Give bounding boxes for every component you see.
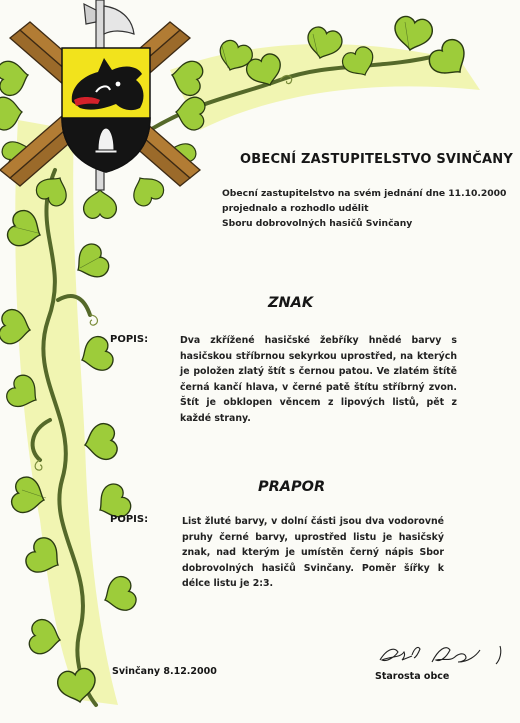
section-label-znak: POPIS: [110,334,149,345]
intro-text [222,186,506,231]
intro-line: projednalo a rozhodlo udělit [222,203,369,214]
section-text-znak: Dva zkřížené hasičské žebříky hnědé barvy s hasičskou stříbrnou sekyrkou uprostřed, na kterých je položen zlatý štít s černou patou. Ve zlatém štítě černá kančí hlava, v černé patě štítu stříbrný zvon. Štít je obklopen věncem z lipových listů, pět z každé strany. [180,335,457,424]
intro-line: Obecní zastupitelstvo na svém jednání dne 11.10.2000 [222,188,507,199]
signer-role: Starosta obce [375,671,450,682]
signature [380,646,501,664]
page-title: OBECNÍ ZASTUPITELSTVO SVINČANY [240,152,513,167]
section-heading-znak: ZNAK [268,295,314,311]
section-text-prapor: List žluté barvy, v dolní části jsou dva vodorovné pruhy černé barvy, uprostřed listu je hasičský znak, nad kterým je umístěn černý nápis Sbor dobrovolných hasičů Svinčany. Poměr šířky k délce listu je 2:3. [182,516,444,589]
section-label-prapor: POPIS: [110,514,149,525]
place-date: Svinčany 8.12.2000 [112,666,217,677]
section-heading-prapor: PRAPOR [258,479,326,495]
intro-line: Sboru dobrovolných hasičů Svinčany [222,218,413,229]
